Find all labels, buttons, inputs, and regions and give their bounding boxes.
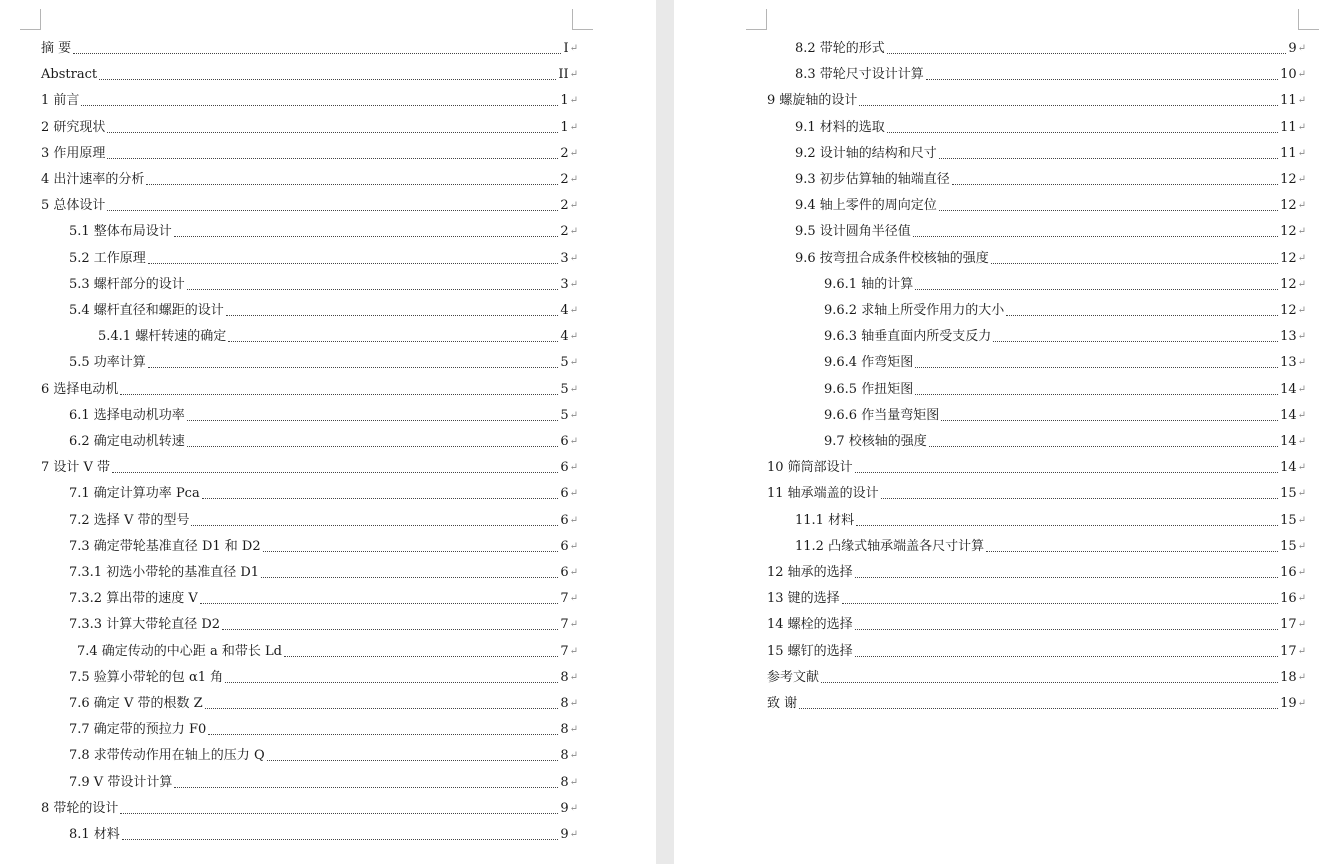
paragraph-mark-icon: ↵ <box>1297 436 1306 447</box>
paragraph-mark-icon: ↵ <box>1297 540 1306 552</box>
toc-entry[interactable] <box>69 613 578 633</box>
paragraph-mark-icon: ↵ <box>569 357 578 369</box>
toc-entry[interactable] <box>69 718 578 738</box>
toc-entry-title: 9.6.3 轴垂直面内所受支反力 <box>824 329 992 345</box>
toc-entry[interactable] <box>795 247 1306 267</box>
paragraph-mark-icon: ↵ <box>1297 331 1306 343</box>
paragraph-mark-icon: ↵ <box>1297 409 1306 421</box>
toc-dot-leader <box>887 52 1287 54</box>
toc-entry[interactable] <box>69 482 578 502</box>
toc-page-number: II <box>558 67 569 83</box>
page-corner-mark <box>1298 9 1319 30</box>
toc-entry-title: 3 作用原理 <box>41 145 106 161</box>
toc-entry[interactable] <box>824 378 1306 398</box>
toc-dot-leader <box>107 209 558 211</box>
toc-page-number: 6 <box>560 565 569 580</box>
toc-page-number: 4 <box>560 303 569 318</box>
toc-entry[interactable] <box>41 456 578 476</box>
toc-entry[interactable] <box>41 194 578 214</box>
toc-entry-title: 7.5 验算小带轮的包 α1 角 <box>69 669 224 685</box>
toc-dot-leader <box>205 707 559 709</box>
toc-dot-leader <box>887 131 1278 133</box>
toc-dot-leader <box>941 419 1278 421</box>
toc-entry[interactable] <box>795 63 1306 83</box>
toc-entry[interactable] <box>795 142 1306 162</box>
paragraph-mark-icon: ↵ <box>569 436 578 447</box>
toc-page-number: 6 <box>560 538 569 554</box>
toc-page-number: 11 <box>1280 119 1297 135</box>
toc-entry[interactable] <box>69 535 578 555</box>
toc-entry-title: 7.3.1 初选小带轮的基准直径 D1 <box>69 565 260 580</box>
toc-entry[interactable] <box>767 587 1306 607</box>
toc-dot-leader <box>107 131 558 133</box>
toc-dot-leader <box>986 550 1278 552</box>
toc-entry-title: 6.2 确定电动机转速 <box>69 434 185 449</box>
toc-page-number: 14 <box>1280 407 1297 423</box>
paragraph-mark-icon: ↵ <box>569 488 578 500</box>
toc-entry-title: 6 选择电动机 <box>41 381 119 397</box>
toc-entry-title: 7.8 求带传动作用在轴上的压力 Q <box>69 748 265 764</box>
toc-page-number: 12 <box>1280 250 1297 266</box>
toc-entry-title: 5.1 整体布局设计 <box>69 224 172 240</box>
paragraph-mark-icon: ↵ <box>1297 567 1306 578</box>
toc-page-number: 5 <box>560 407 569 423</box>
toc-dot-leader <box>112 471 558 473</box>
paragraph-mark-icon: ↵ <box>569 593 578 605</box>
toc-dot-leader <box>73 52 561 54</box>
toc-entry-title: 5.4.1 螺杆转速的确定 <box>98 329 227 345</box>
paragraph-mark-icon: ↵ <box>1297 95 1306 107</box>
paragraph-mark-icon: ↵ <box>1297 252 1306 264</box>
toc-page-number: 8 <box>560 722 569 738</box>
paragraph-mark-icon: ↵ <box>1297 357 1306 369</box>
toc-page-number: 5 <box>560 381 569 397</box>
toc-entry-title: 9.1 材料的选取 <box>795 119 885 135</box>
toc-dot-leader <box>174 786 558 788</box>
toc-entry-title: 7 设计 V 带 <box>41 460 111 476</box>
paragraph-mark-icon: ↵ <box>569 278 578 290</box>
paragraph-mark-icon: ↵ <box>569 645 578 657</box>
paragraph-mark-icon: ↵ <box>569 305 578 316</box>
paragraph-mark-icon: ↵ <box>569 698 578 709</box>
paragraph-mark-icon: ↵ <box>569 802 578 814</box>
toc-page-number: 12 <box>1280 303 1297 318</box>
toc-dot-leader <box>81 104 558 106</box>
toc-dot-leader <box>222 628 558 630</box>
toc-entry[interactable] <box>824 351 1306 371</box>
toc-page-number: 12 <box>1280 198 1297 214</box>
toc-entry-title: 7.6 确定 V 带的根数 Z <box>69 696 203 711</box>
toc-dot-leader <box>855 471 1278 473</box>
paragraph-mark-icon: ↵ <box>569 121 578 133</box>
page-corner-mark <box>20 9 41 30</box>
paragraph-mark-icon: ↵ <box>1297 174 1306 185</box>
paragraph-mark-icon: ↵ <box>569 514 578 526</box>
toc-page-number: 12 <box>1280 276 1297 292</box>
toc-entry-title: 10 筛筒部设计 <box>767 460 853 476</box>
paragraph-mark-icon: ↵ <box>1297 147 1306 159</box>
toc-dot-leader <box>208 733 558 735</box>
paragraph-mark-icon: ↵ <box>569 829 578 840</box>
toc-entry-title: 6.1 选择电动机功率 <box>69 407 185 423</box>
toc-entry[interactable] <box>41 168 578 188</box>
paragraph-mark-icon: ↵ <box>569 147 578 159</box>
toc-entry[interactable] <box>77 640 578 660</box>
toc-dot-leader <box>107 157 558 159</box>
paragraph-mark-icon: ↵ <box>1297 488 1306 500</box>
toc-page-number: 15 <box>1280 538 1297 554</box>
paragraph-mark-icon: ↵ <box>1297 278 1306 290</box>
toc-dot-leader <box>226 314 559 316</box>
paragraph-mark-icon: ↵ <box>1297 698 1306 709</box>
toc-entry[interactable] <box>69 430 578 450</box>
paragraph-mark-icon: ↵ <box>1297 305 1306 316</box>
toc-entry[interactable] <box>824 325 1306 345</box>
toc-dot-leader <box>191 524 558 526</box>
toc-page-number: 12 <box>1280 172 1297 187</box>
paragraph-mark-icon: ↵ <box>1297 462 1306 474</box>
toc-dot-leader <box>148 262 559 264</box>
toc-entry-title: 7.4 确定传动的中心距 a 和带长 Ld <box>77 643 282 659</box>
toc-entry[interactable] <box>41 116 578 136</box>
toc-dot-leader <box>228 340 558 342</box>
toc-entry[interactable] <box>795 194 1306 214</box>
toc-entry-title: 8.2 带轮的形式 <box>795 41 885 56</box>
toc-entry[interactable] <box>69 351 578 371</box>
toc-entry-title: 9.7 校核轴的强度 <box>824 434 927 449</box>
toc-dot-leader <box>913 235 1278 237</box>
toc-dot-leader <box>187 445 559 447</box>
toc-entry[interactable] <box>767 456 1306 476</box>
paragraph-mark-icon: ↵ <box>1297 226 1306 238</box>
toc-entry-title: 15 螺钉的选择 <box>767 643 853 659</box>
toc-page-number: 7 <box>560 617 569 633</box>
toc-entry-title: 7.7 确定带的预拉力 F0 <box>69 722 207 738</box>
toc-dot-leader <box>99 78 556 80</box>
paragraph-mark-icon: ↵ <box>1297 645 1306 657</box>
toc-entry[interactable] <box>795 37 1306 57</box>
toc-entry[interactable] <box>69 666 578 686</box>
toc-entry-title: 9.6.2 求轴上所受作用力的大小 <box>824 303 1005 318</box>
toc-page-number: 3 <box>560 276 569 292</box>
toc-dot-leader <box>200 602 559 604</box>
toc-entry-title: 9 螺旋轴的设计 <box>767 93 858 109</box>
toc-dot-leader <box>915 288 1278 290</box>
paragraph-mark-icon: ↵ <box>1297 43 1306 54</box>
toc-page-number: 7 <box>560 643 569 659</box>
paragraph-mark-icon: ↵ <box>569 776 578 788</box>
paragraph-mark-icon: ↵ <box>569 724 578 736</box>
toc-dot-leader <box>855 576 1278 578</box>
toc-page-number: 16 <box>1280 565 1297 580</box>
toc-entry-title: 致 谢 <box>767 696 798 711</box>
paragraph-mark-icon: ↵ <box>1297 514 1306 526</box>
page-corner-mark <box>746 9 767 30</box>
toc-entry[interactable] <box>41 378 578 398</box>
toc-entry-title: 7.2 选择 V 带的型号 <box>69 512 190 528</box>
toc-dot-leader <box>799 707 1278 709</box>
toc-entry[interactable] <box>41 37 578 57</box>
toc-entry[interactable] <box>69 509 578 529</box>
toc-page-number: 8 <box>560 669 569 685</box>
toc-dot-leader <box>122 838 559 840</box>
toc-page-number: 16 <box>1280 591 1297 607</box>
toc-entry-title: 2 研究现状 <box>41 119 106 135</box>
toc-entry[interactable] <box>824 299 1306 319</box>
toc-dot-leader <box>926 78 1278 80</box>
toc-dot-leader <box>915 393 1278 395</box>
toc-entry[interactable] <box>795 168 1306 188</box>
toc-dot-leader <box>120 393 558 395</box>
toc-page-number: 1 <box>560 119 569 135</box>
toc-page-number: 9 <box>560 800 569 816</box>
toc-entry-title: 9.4 轴上零件的周向定位 <box>795 198 937 214</box>
paragraph-mark-icon: ↵ <box>1297 593 1306 605</box>
toc-entry-title: 7.3.3 计算大带轮直径 D2 <box>69 617 221 633</box>
paragraph-mark-icon: ↵ <box>569 540 578 552</box>
toc-entry[interactable] <box>824 273 1306 293</box>
toc-entry-title: 9.3 初步估算轴的轴端直径 <box>795 172 950 187</box>
toc-page-number: 14 <box>1280 434 1297 449</box>
toc-dot-leader <box>146 183 558 185</box>
toc-dot-leader <box>842 602 1278 604</box>
toc-page-number: 17 <box>1280 643 1297 659</box>
toc-dot-leader <box>284 655 558 657</box>
toc-entry[interactable] <box>69 273 578 293</box>
toc-page-number: 6 <box>560 434 569 449</box>
toc-dot-leader <box>881 497 1278 499</box>
toc-page-number: 3 <box>560 250 569 266</box>
toc-entry-title: 7.3 确定带轮基准直径 D1 和 D2 <box>69 538 261 554</box>
paragraph-mark-icon: ↵ <box>1297 121 1306 133</box>
toc-entry-title: 11.2 凸缘式轴承端盖各尺寸计算 <box>795 538 985 554</box>
toc-entry-title: 9.6.6 作当量弯矩图 <box>824 407 940 423</box>
toc-dot-leader <box>856 524 1278 526</box>
toc-entry[interactable] <box>767 666 1306 686</box>
toc-page-number: 12 <box>1280 224 1297 240</box>
paragraph-mark-icon: ↵ <box>569 750 578 762</box>
toc-page-number: 6 <box>560 460 569 476</box>
toc-page-number: 15 <box>1280 486 1297 502</box>
toc-page-number: 2 <box>560 145 569 161</box>
toc-entry[interactable] <box>767 561 1306 581</box>
toc-page-number: 7 <box>560 591 569 607</box>
toc-entry-title: 9.6.5 作扭矩图 <box>824 381 914 397</box>
paragraph-mark-icon: ↵ <box>569 462 578 474</box>
toc-page-number: 2 <box>560 172 569 187</box>
toc-entry[interactable] <box>69 561 578 581</box>
paragraph-mark-icon: ↵ <box>569 331 578 343</box>
paragraph-mark-icon: ↵ <box>569 409 578 421</box>
toc-dot-leader <box>929 445 1278 447</box>
toc-page-number: 2 <box>560 224 569 240</box>
toc-page-number: 4 <box>560 329 569 345</box>
toc-dot-leader <box>1006 314 1278 316</box>
toc-entry-title: 5.5 功率计算 <box>69 355 146 371</box>
toc-entry[interactable] <box>69 587 578 607</box>
toc-entry[interactable] <box>824 404 1306 424</box>
toc-entry[interactable] <box>41 142 578 162</box>
paragraph-mark-icon: ↵ <box>1297 619 1306 631</box>
toc-page-number: 14 <box>1280 381 1297 397</box>
toc-entry-title: 11 轴承端盖的设计 <box>767 486 879 502</box>
document-page-left <box>0 0 656 864</box>
toc-dot-leader <box>263 550 559 552</box>
toc-entry-title: 8.1 材料 <box>69 827 120 842</box>
toc-entry[interactable] <box>824 430 1306 450</box>
toc-entry[interactable] <box>69 823 578 843</box>
toc-entry[interactable] <box>69 744 578 764</box>
toc-dot-leader <box>202 497 559 499</box>
toc-entry[interactable] <box>69 771 578 791</box>
toc-entry-title: 5.3 螺杆部分的设计 <box>69 276 185 292</box>
toc-dot-leader <box>939 209 1278 211</box>
paragraph-mark-icon: ↵ <box>569 69 578 81</box>
toc-entry-title: Abstract <box>41 67 98 83</box>
page-corner-mark <box>572 9 593 30</box>
toc-entry-title: 5 总体设计 <box>41 198 106 214</box>
toc-dot-leader <box>952 183 1278 185</box>
paragraph-mark-icon: ↵ <box>569 619 578 631</box>
toc-entry-title: 8.3 带轮尺寸设计计算 <box>795 67 924 83</box>
toc-entry[interactable] <box>767 613 1306 633</box>
toc-dot-leader <box>855 628 1278 630</box>
toc-entry[interactable] <box>767 482 1306 502</box>
toc-entry-title: 8 带轮的设计 <box>41 800 119 816</box>
paragraph-mark-icon: ↵ <box>569 43 578 54</box>
toc-entry[interactable] <box>69 299 578 319</box>
toc-entry[interactable] <box>767 89 1306 109</box>
toc-entry[interactable] <box>767 692 1306 712</box>
toc-dot-leader <box>225 681 558 683</box>
toc-dot-leader <box>939 157 1278 159</box>
toc-entry[interactable] <box>98 325 578 345</box>
paragraph-mark-icon: ↵ <box>1297 671 1306 683</box>
toc-entry-title: 9.6.4 作弯矩图 <box>824 355 914 371</box>
toc-page-number: I <box>563 41 569 56</box>
toc-page-number: 5 <box>560 355 569 371</box>
toc-entry[interactable] <box>767 640 1306 660</box>
paragraph-mark-icon: ↵ <box>1297 200 1306 212</box>
paragraph-mark-icon: ↵ <box>569 567 578 578</box>
toc-entry[interactable] <box>41 63 578 83</box>
toc-dot-leader <box>261 576 558 578</box>
toc-page-number: 11 <box>1280 93 1297 109</box>
toc-entry[interactable] <box>41 89 578 109</box>
toc-page-number: 13 <box>1280 355 1297 371</box>
toc-page-number: 13 <box>1280 329 1297 345</box>
paragraph-mark-icon: ↵ <box>1297 383 1306 395</box>
toc-entry-title: 摘 要 <box>41 41 72 56</box>
toc-entry-title: 7.3.2 算出带的速度 V <box>69 591 198 607</box>
toc-page-number: 9 <box>1288 41 1297 56</box>
paragraph-mark-icon: ↵ <box>569 95 578 107</box>
toc-page-number: 6 <box>560 512 569 528</box>
toc-dot-leader <box>855 655 1278 657</box>
toc-entry-title: 9.6 按弯扭合成条件校核轴的强度 <box>795 250 989 266</box>
toc-page-number: 17 <box>1280 617 1297 633</box>
toc-entry[interactable] <box>69 220 578 240</box>
toc-entry-title: 1 前言 <box>41 93 80 109</box>
toc-dot-leader <box>859 104 1278 106</box>
toc-page-number: 15 <box>1280 512 1297 528</box>
toc-page-number: 18 <box>1280 669 1297 685</box>
toc-page-number: 10 <box>1280 67 1297 83</box>
toc-dot-leader <box>187 419 559 421</box>
toc-entry-title: 5.2 工作原理 <box>69 250 146 266</box>
document-page-right <box>674 0 1328 864</box>
toc-entry[interactable] <box>69 692 578 712</box>
toc-entry-title: 9.5 设计圆角半径值 <box>795 224 911 240</box>
toc-entry[interactable] <box>795 116 1306 136</box>
toc-dot-leader <box>821 681 1278 683</box>
paragraph-mark-icon: ↵ <box>569 174 578 185</box>
toc-entry-title: 11.1 材料 <box>795 512 855 528</box>
toc-dot-leader <box>120 812 558 814</box>
toc-page-number: 9 <box>560 827 569 842</box>
toc-page-number: 8 <box>560 748 569 764</box>
toc-entry[interactable] <box>41 797 578 817</box>
toc-entry-title: 9.6.1 轴的计算 <box>824 276 914 292</box>
toc-dot-leader <box>267 759 559 761</box>
toc-entry-title: 13 键的选择 <box>767 591 840 607</box>
toc-dot-leader <box>915 366 1278 368</box>
toc-entry[interactable] <box>69 404 578 424</box>
toc-dot-leader <box>993 340 1278 342</box>
toc-entry[interactable] <box>795 535 1306 555</box>
paragraph-mark-icon: ↵ <box>1297 69 1306 81</box>
toc-entry[interactable] <box>69 247 578 267</box>
toc-entry-title: 9.2 设计轴的结构和尺寸 <box>795 145 937 161</box>
toc-page-number: 14 <box>1280 460 1297 476</box>
toc-entry[interactable] <box>795 220 1306 240</box>
toc-entry-title: 7.1 确定计算功率 Pca <box>69 486 200 502</box>
toc-entry-title: 5.4 螺杆直径和螺距的设计 <box>69 303 224 318</box>
paragraph-mark-icon: ↵ <box>569 671 578 683</box>
toc-page-number: 1 <box>560 93 569 109</box>
toc-entry-title: 7.9 V 带设计计算 <box>69 774 173 790</box>
toc-dot-leader <box>174 235 559 237</box>
toc-entry-title: 参考文献 <box>767 669 820 685</box>
toc-page-number: 8 <box>560 774 569 790</box>
paragraph-mark-icon: ↵ <box>569 383 578 395</box>
toc-entry[interactable] <box>795 509 1306 529</box>
toc-page-number: 6 <box>560 486 569 502</box>
toc-page-number: 2 <box>560 198 569 214</box>
toc-dot-leader <box>148 366 559 368</box>
toc-page-number: 19 <box>1280 696 1297 711</box>
toc-dot-leader <box>991 262 1278 264</box>
toc-entry-title: 14 螺栓的选择 <box>767 617 853 633</box>
toc-dot-leader <box>187 288 559 290</box>
toc-entry-title: 4 出汁速率的分析 <box>41 172 145 187</box>
paragraph-mark-icon: ↵ <box>569 200 578 212</box>
toc-page-number: 8 <box>560 696 569 711</box>
toc-entry-title: 12 轴承的选择 <box>767 565 853 580</box>
paragraph-mark-icon: ↵ <box>569 252 578 264</box>
paragraph-mark-icon: ↵ <box>569 226 578 238</box>
toc-page-number: 11 <box>1280 145 1297 161</box>
